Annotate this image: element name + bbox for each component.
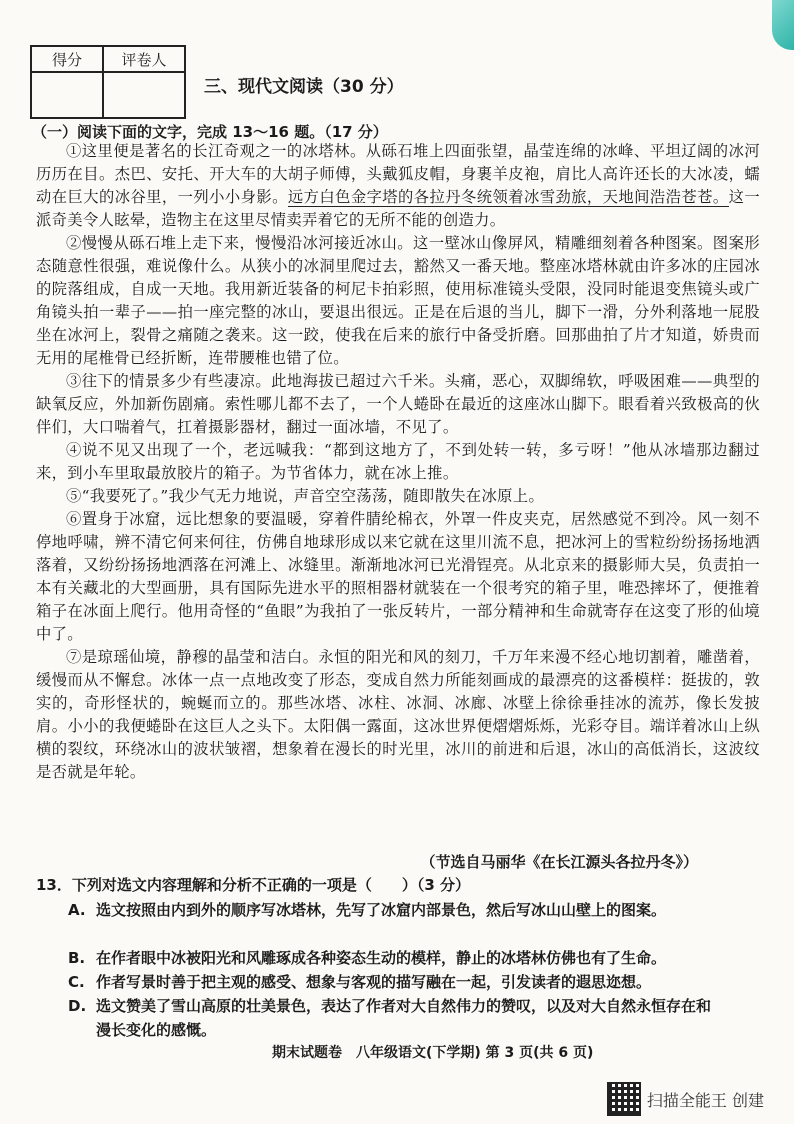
option-c-letter: C. xyxy=(68,973,85,991)
page-footer: 期末试题卷 八年级语文(下学期) 第 3 页(共 6 页) xyxy=(272,1045,594,1061)
paragraph-3: ③往下的情景多少有些凄凉。此地海拔已超过六千米。头痛，恶心，双脚绵软，呼吸困难——典型的缺氧反应，外加新伤剧痛。索性哪儿都不去了，一个人蜷卧在最近的这座冰山脚下。眼看着兴致极高的伙伴们，大口喘着气，扛着摄影器材，翻过一面冰墙，不见了。 xyxy=(36,372,760,436)
grader-label: 评卷人 xyxy=(103,46,185,72)
corner-decoration xyxy=(772,0,794,50)
paragraph-4: ④说不见又出现了一个，老远喊我：“都到这地方了，不到处转一转，多亏呀！”他从冰墙那边翻过来，到小车里取最放胶片的箱子。为节省体力，就在冰上推。 xyxy=(36,441,760,482)
option-a-letter: A. xyxy=(68,901,86,919)
paragraph-2: ②慢慢从砾石堆上走下来，慢慢沿冰河接近冰山。这一壁冰山像屏风，精雕细刻着各种图案。图案形态随意性很强，难说像什么。从狭小的冰洞里爬过去，豁然又一番天地。整座冰塔林就由许多冰的庄园冰的院落组成，自成一天地。我用新近装备的柯尼卡拍彩照，使用标准镜头受限，没同时能退变焦镜头或广角镜头拍一辈子——拍一座完整的冰山，要退出很远。正是在后退的当儿，脚下一滑，分外利落地一屁股坐在冰河上，裂骨之痛随之袭来。这一跤，使我在后来的旅行中备受折磨。回那曲拍了片才知道，娇贵而无用的尾椎骨已经折断，连带腰椎也错了位。 xyxy=(36,234,760,367)
option-c-text: 作者写景时善于把主观的感受、想象与客观的描写融在一起，引发读者的遐思迩想。 xyxy=(96,973,652,991)
paragraph-1 xyxy=(36,140,760,232)
watermark-text: 扫描全能王 创建 xyxy=(646,1090,764,1110)
option-b xyxy=(68,946,718,970)
paragraph-7: ⑦是琼瑶仙境，静穆的晶莹和洁白。永恒的阳光和风的刻刀，千万年来漫不经心地切割着，雕凿着，缓慢而从不懈怠。冰体一点一点地改变了形态，变成自然力所能刻画成的最漂亮的这番模样：挺拔的，敦实的，奇形怪状的，蜿蜒而立的。那些冰塔、冰柱、冰洞、冰廊、冰壁上徐徐垂挂冰的流苏，像长发披肩。小小的我便蜷卧在这巨人之头下。太阳偶一露面，这冰世界便熠熠烁烁，光彩夺目。端详着冰山上纵横的裂纹，环绕冰山的波状皱褶，想象着在漫长的时光里，冰川的前进和后退，冰山的高低消长，这波纹是否就是年轮。 xyxy=(36,648,760,781)
option-b-text: 在作者眼中冰被阳光和风雕琢成各种姿态生动的模样，静止的冰塔林仿佛也有了生命。 xyxy=(96,949,667,967)
underlined-sentence: 远方白色金字塔的各拉丹冬统领着冰雪劲旅，天地间浩浩苍苍。 xyxy=(287,188,729,206)
option-a xyxy=(68,898,718,922)
option-b-letter: B. xyxy=(68,949,86,967)
option-c xyxy=(68,970,718,994)
qr-code-icon xyxy=(607,1082,641,1116)
option-d-text: 选文赞美了雪山高原的壮美景色，表达了作者对大自然伟力的赞叹，以及对大自然永恒存在和漫长变化的感慨。 xyxy=(96,997,712,1039)
scanner-watermark xyxy=(607,1082,764,1116)
part-header: （一）阅读下面的文字，完成 13～16 题。（17 分） xyxy=(32,123,388,141)
section-title: 三、现代文阅读（30 分） xyxy=(204,77,404,97)
option-d xyxy=(68,994,718,1042)
paragraph-5: ⑤“我要死了。”我少气无力地说，声音空空荡荡，随即散失在冰原上。 xyxy=(66,487,545,505)
grader-cell xyxy=(103,72,185,118)
paragraph-1-end: 这一派奇美令人眩晕，造物主在这里尽情卖弄着它的无所不能的创造力。 xyxy=(36,188,760,229)
score-box xyxy=(30,45,186,119)
paragraph-6: ⑥置身于冰窟，远比想象的要温暖，穿着件腈纶棉衣，外罩一件皮夹克，居然感觉不到冷。风一刻不停地呼啸，辨不清它何来何往，仿佛自地球形成以来它就在这里川流不息，把冰河上的雪粒纷纷扬扬地洒落着，又纷纷扬扬地洒落在河滩上、冰缝里。渐渐地冰河已光滑锃亮。从北京来的摄影师大吴，负责拍一本有关藏北的大型画册，具有国际先进水平的照相器材就装在一个很考究的箱子里，唯恐摔坏了，便推着箱子在冰面上爬行。他用奇怪的“鱼眼”为我拍了一张反转片，一部分精神和生命就寄存在这变了形的仙境中了。 xyxy=(36,510,760,643)
option-d-letter: D. xyxy=(68,997,87,1015)
reading-passage xyxy=(36,140,760,784)
paragraph-1-text: ①这里便是著名的长江奇观之一的冰塔林。从砾石堆上四面张望，晶莹连绵的冰峰、平坦辽阔的冰河历历在目。杰巴、安托、开大车的大胡子师傅，头戴狐皮帽，身裹羊皮袍，肩比人高许还长的大冰凌，蠕动在巨大的冰谷里，一列小小身影。 xyxy=(36,142,760,206)
score-cell xyxy=(31,72,103,118)
option-a-text: 选文按照由内到外的顺序写冰塔林，先写了冰窟内部景色，然后写冰山山壁上的图案。 xyxy=(96,901,667,919)
question-13-stem: 13．下列对选文内容理解和分析不正确的一项是（ ）（3 分） xyxy=(36,876,471,894)
passage-source: （节选自马丽华《在长江源头各拉丹冬》） xyxy=(420,853,698,871)
score-label: 得分 xyxy=(31,46,103,72)
